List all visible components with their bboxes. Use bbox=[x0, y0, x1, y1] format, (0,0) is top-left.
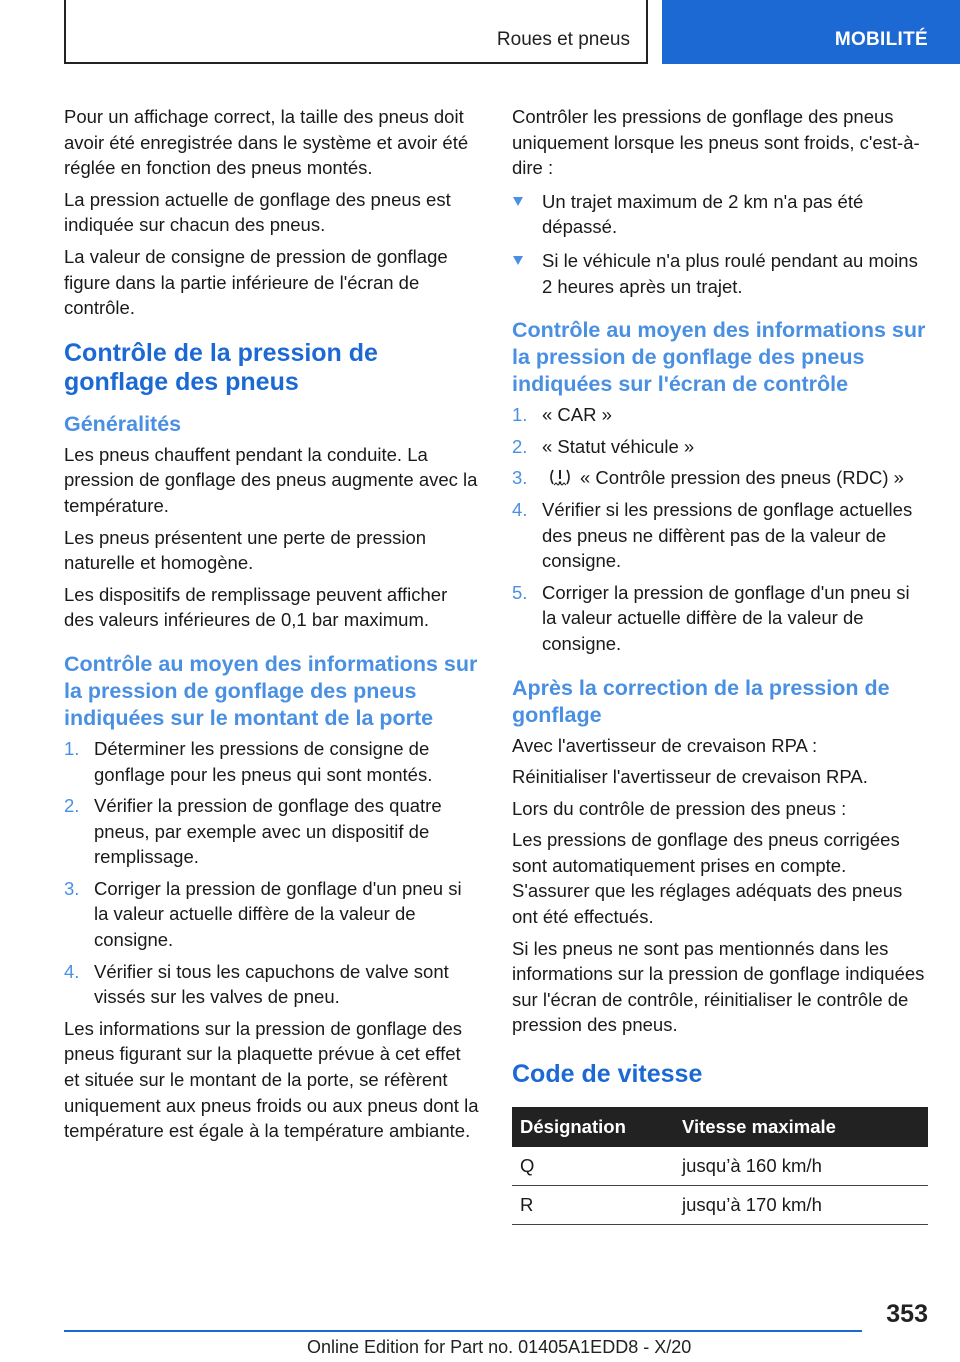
after-paragraph: Si les pneus ne sont pas mentionnés dans les informations sur la pression de gonflage indiquées sur l'écran de contrôle, réinitialiser le contrôle de pression des pneus. bbox=[512, 937, 925, 1036]
footer-edition-text: Online Edition for Part no. 01405A1EDD8 - X/20 bbox=[307, 1337, 692, 1357]
closing-paragraph: Les informations sur la pression de gonflage des pneus figurant sur la plaquette prévue à cet effet et située sur le montant de la porte, se réfèrent uniquement aux pneus froids ou aux pneus dont la température est égale à la température ambiante. bbox=[64, 1017, 479, 1142]
general-paragraph: Les dispositifs de remplissage peuvent afficher des valeurs inférieures de 0,1 bar maximum. bbox=[64, 583, 448, 631]
intro-paragraph: La pression actuelle de gonflage des pneus est indiquée sur chacun des pneus. bbox=[64, 188, 451, 236]
step-text: « Contrôle pression des pneus (RDC) » bbox=[580, 467, 904, 489]
intro-paragraph: La valeur de consigne de pression de gonflage figure dans la partie inférieure de l'écran de contrôle. bbox=[64, 245, 448, 319]
list-item bbox=[64, 876, 480, 953]
table-row bbox=[512, 1186, 928, 1225]
left-column bbox=[64, 104, 480, 1150]
step-text: « CAR » bbox=[542, 404, 612, 426]
table-cell: R bbox=[512, 1186, 674, 1225]
general-paragraph: Les pneus chauffent pendant la conduite. La pression de gonflage des pneus augmente avec la température. bbox=[64, 443, 478, 516]
step-text: Corriger la pression de gonflage d'un pneu si la valeur actuelle diffère de la valeur de consigne. bbox=[94, 877, 462, 951]
subheading-general: Généralités bbox=[64, 411, 182, 436]
list-item bbox=[64, 736, 480, 787]
step-text: Vérifier si les pressions de gonflage actuelles des pneus ne diffèrent pas de la valeur de consigne. bbox=[542, 498, 913, 572]
list-item bbox=[512, 497, 928, 574]
screen-steps-list bbox=[512, 402, 928, 656]
step-text: Déterminer les pressions de consigne de gonflage pour les pneus qui sont montés. bbox=[94, 737, 433, 785]
cold-tire-intro: Contrôler les pressions de gonflage des pneus uniquement lorsque les pneus sont froids, c'est-à-dire : bbox=[512, 106, 920, 179]
after-paragraph: Réinitialiser l'avertisseur de crevaison RPA. bbox=[512, 766, 868, 788]
intro-paragraph: Pour un affichage correct, la taille des pneus doit avoir été enregistrée dans le système et avoir été réglée en fonction des pneus montés. bbox=[64, 106, 469, 179]
table-cell: jusqu’à 170 km/h bbox=[674, 1186, 928, 1225]
table-cell: Q bbox=[512, 1147, 674, 1186]
list-item bbox=[512, 248, 928, 299]
step-number: 2. bbox=[512, 435, 528, 457]
table-header-row bbox=[512, 1107, 928, 1147]
table-cell: jusqu’à 160 km/h bbox=[674, 1147, 928, 1186]
door-steps-list bbox=[64, 736, 480, 1010]
list-item bbox=[512, 434, 928, 460]
chapter-tab bbox=[662, 0, 960, 64]
speed-code-table bbox=[512, 1107, 928, 1225]
tire-pressure-warning-icon bbox=[546, 467, 574, 487]
list-item bbox=[512, 465, 928, 491]
list-item bbox=[512, 402, 928, 428]
step-text: Vérifier si tous les capuchons de valve sont vissés sur les valves de pneu. bbox=[94, 960, 449, 1008]
step-number: 5. bbox=[512, 581, 528, 603]
right-column bbox=[512, 104, 928, 1225]
step-number: 3. bbox=[512, 467, 528, 489]
subheading-after-correction: Après la correction de la pression de gonflage bbox=[512, 675, 890, 727]
page-number: 353 bbox=[886, 1300, 928, 1328]
list-item bbox=[64, 959, 480, 1010]
step-number: 4. bbox=[512, 498, 528, 520]
column-header: Désignation bbox=[512, 1107, 674, 1147]
general-paragraph: Les pneus présentent une perte de pression naturelle et homogène. bbox=[64, 526, 427, 574]
conditions-list bbox=[512, 189, 928, 299]
step-number: 4. bbox=[64, 960, 80, 982]
step-number: 2. bbox=[64, 795, 80, 817]
subheading-control-screen: Contrôle au moyen des informations sur la pression de gonflage des pneus indiquées sur l'écran de contrôle bbox=[512, 318, 926, 397]
footer-divider bbox=[64, 1330, 862, 1332]
step-text: « Statut véhicule » bbox=[542, 435, 695, 457]
bullet-text: Si le véhicule n'a plus roulé pendant au moins 2 heures après un trajet. bbox=[542, 249, 918, 297]
column-header: Vitesse maximale bbox=[674, 1107, 928, 1147]
list-item bbox=[64, 793, 480, 870]
chapter-title: MOBILITÉ bbox=[834, 29, 928, 50]
after-paragraph: Les pressions de gonflage des pneus corrigées sont automatiquement prises en compte. S'assurer que les réglages adéquats des pneus ont été effectués. bbox=[512, 829, 903, 928]
step-number: 1. bbox=[64, 737, 80, 759]
bullet-triangle-icon bbox=[513, 197, 523, 206]
header-section-box bbox=[64, 0, 648, 64]
bullet-triangle-icon bbox=[513, 256, 523, 265]
step-number: 1. bbox=[512, 404, 528, 426]
after-paragraph: Lors du contrôle de pression des pneus : bbox=[512, 797, 847, 819]
section-heading-pressure-check: Contrôle de la pression de gonflage des pneus bbox=[64, 338, 378, 396]
step-number: 3. bbox=[64, 877, 80, 899]
list-item bbox=[512, 580, 928, 657]
step-text: Vérifier la pression de gonflage des quatre pneus, par exemple avec un dispositif de remplissage. bbox=[94, 795, 442, 868]
list-item bbox=[512, 189, 928, 240]
subheading-door-pillar: Contrôle au moyen des informations sur la pression de gonflage des pneus indiquées sur le montant de la porte bbox=[64, 651, 478, 730]
section-heading-speed-code: Code de vitesse bbox=[512, 1060, 703, 1089]
after-paragraph: Avec l'avertisseur de crevaison RPA : bbox=[512, 734, 818, 756]
table-row bbox=[512, 1147, 928, 1186]
step-text: Corriger la pression de gonflage d'un pneu si la valeur actuelle diffère de la valeur de consigne. bbox=[542, 581, 910, 654]
section-title: Roues et pneus bbox=[496, 29, 630, 50]
bullet-text: Un trajet maximum de 2 km n'a pas été dépassé. bbox=[542, 190, 864, 238]
